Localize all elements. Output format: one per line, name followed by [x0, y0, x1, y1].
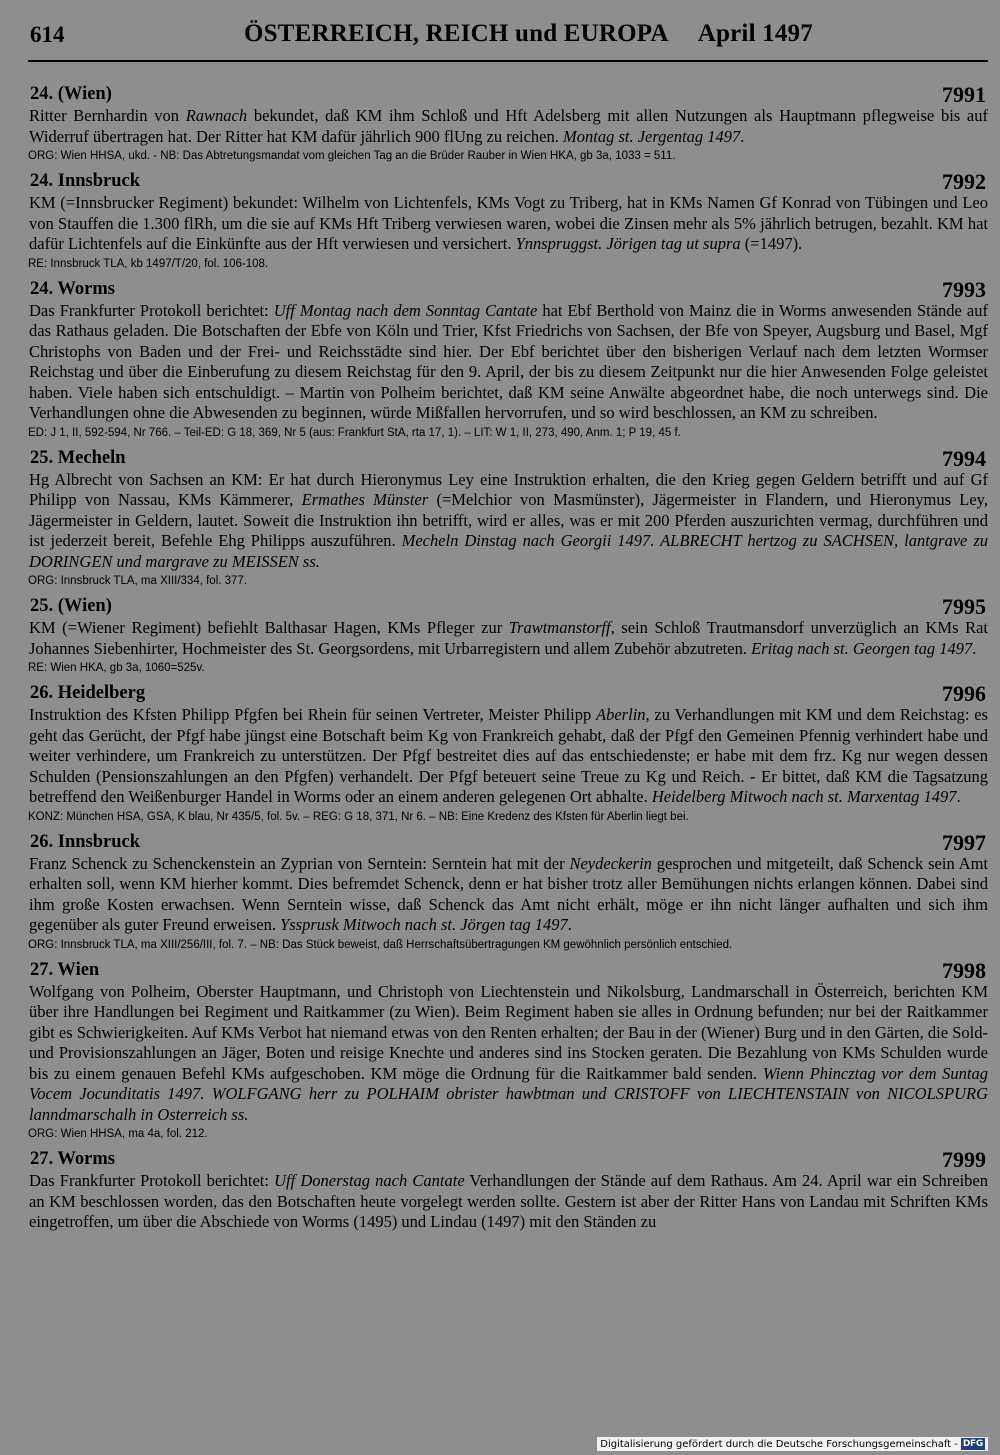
entry-source: ORG: Innsbruck TLA, ma XIII/334, fol. 377.: [28, 575, 248, 587]
running-date: April 1497: [697, 20, 813, 47]
regest-entry: [28, 276, 988, 442]
entry-number: 7995: [942, 594, 986, 619]
entry-number: 7998: [942, 957, 986, 983]
entry-number: 7993: [942, 276, 986, 302]
entry-head: [28, 276, 988, 302]
entry-head: [28, 683, 988, 705]
entry-number: 7997: [942, 829, 986, 855]
entry-text: Hg Albrecht von Sachsen an KM: Er hat durch Hieronymus Ley eine Instruktion erhalten, die den Krieg gegen Geldern betrifft und auf Gf Philipp von Nassau, KMs Kämmerer, Ermathes Münster (=Melchior von Masmünster), Jägermeister in Flandern, und Hieronymus Ley, Jägermeister in Geldern, lautet. Soweit die Instruktion ihn betrifft, wird er alles, was er mit 200 Pferden auszurichten vermag, durchführen und ist jederzeit bereit, Befehle Ehg Philipps auszuführen. Mecheln Dinstag nach Georgii 1497. ALBRECHT hertzog zu SACHSEN, lantgrave zu DORINGEN und margrave zu MEISSEN ss.: [29, 469, 988, 571]
entry-number: 7991: [942, 82, 986, 107]
running-title: [244, 20, 813, 48]
entry-number: 7999: [942, 1147, 986, 1172]
regest-entry: [28, 84, 988, 165]
entry-text: Das Frankfurter Protokoll berichtet: Uff Montag nach dem Sonntag Cantate hat Ebf Berthold von Mainz die in Worms anwesenden Stände auf das Rathaus geladen. Die Botschaften der Ebfe von Köln und Trier, Kfst Friedrichs von Sachsen, der Bfe von Speyer, Augsburg und Basel, Mgf Christophs von Baden und der Frei- und Reichsstädte sind hier. Der Ebf berichtet über den bisherigen Verlauf nach dem letzten Wormser Reichstag und über die Einberufung zu diesem Reichstag für den 9. April, der bis zu diesem Zeitpunkt nur die hier Anwesenden Folge geleistet haben. Viele haben sich entschuldigt. – Martin von Polheim berichtet, daß KM seine Anwälte abgeordnet habe, die noch unterwegs sind. Die Verhandlungen ohne die Abwesenden zu beginnen, würde Mißfallen hervorrufen, und so wird beschlossen, an KM zu schreiben.: [29, 300, 988, 422]
entry-text: Das Frankfurter Protokoll berichtet: Uff Donerstag nach Cantate Verhandlungen der Stände auf dem Rathaus. Am 24. April war ein Schreiben an KM beschlossen worden, das den Botschaften heute vorgelegt werden sollte. Gestern ist aber der Ritter Hans von Landau mit Schriften KMs eingetroffen, um über die Abschiede von Worms (1495) und Lindau (1497) mit den Ständen zu: [29, 1171, 988, 1231]
regest-entry: [28, 445, 988, 591]
entry-date-place: 24. (Wien): [30, 84, 112, 104]
footer-credit: [597, 1437, 988, 1451]
entry-head: [28, 445, 988, 471]
entry-date-place: 26. Innsbruck: [30, 831, 141, 852]
regest-entry: [28, 829, 988, 954]
entry-head: [28, 957, 988, 983]
entry-source: RE: Wien HKA, gb 3a, 1060=525v.: [28, 662, 205, 674]
regest-entry: [28, 596, 988, 677]
regest-entry: [28, 957, 988, 1144]
entry-date-place: 24. Innsbruck: [30, 171, 141, 191]
entry-head: [28, 829, 988, 855]
page-number: 614: [30, 22, 65, 47]
entry-text: KM (=Innsbrucker Regiment) bekundet: Wilhelm von Lichtenfels, KMs Vogt zu Triberg, hat in KMs Namen Gf Konrad von Tübingen und Leo von Stauffen die 1.300 flRh, um die sie auf KMs Hft Triberg verwiesen waren, wobei die Zinsen mehr als 5% jährlich betrugen, bezahlt. KM hat dafür Lichtenfels auf die Einkünfte aus der Hft verwiesen und versichert. Ynnspruggst. Jörigen tag ut supra (=1497).: [29, 193, 988, 253]
entry-head: [28, 596, 988, 618]
document-page: [28, 0, 988, 1239]
entry-date-place: 27. Wien: [30, 959, 100, 980]
regest-entry: [28, 1149, 988, 1233]
entry-source: KONZ: München HSA, GSA, K blau, Nr 435/5, fol. 5v. – REG: G 18, 371, Nr 6. – NB: Eine Kredenz des Kfsten für Aberlin liegt bei.: [28, 810, 689, 823]
entry-date-place: 27. Worms: [30, 1149, 115, 1169]
entry-date-place: 26. Heidelberg: [30, 683, 146, 703]
dfg-logo-icon: DFG: [962, 1439, 983, 1449]
entry-head: [28, 1149, 988, 1171]
entries-list: [28, 84, 988, 1233]
entry-head: [28, 171, 988, 193]
entry-date-place: 25. (Wien): [30, 596, 112, 616]
entry-number: 7996: [942, 681, 986, 706]
entry-source: ORG: Innsbruck TLA, ma XIII/256/III, fol. 7. – NB: Das Stück beweist, daß Herrschaftsübertragungen KM gewöhnlich persönlich entschied.: [28, 938, 733, 951]
entry-source: ORG: Wien HHSA, ukd. - NB: Das Abtretungsmandat vom gleichen Tag an die Brüder Rauber in Wien HKA, gb 3a, 1033 = 511.: [28, 150, 676, 162]
entry-head: [28, 84, 988, 106]
entry-text: KM (=Wiener Regiment) befiehlt Balthasar Hagen, KMs Pfleger zur Trawtmanstorff, sein Schloß Trautmansdorf unverzüglich an KMs Rat Johannes Siebenhirter, Hochmeister des St. Georgsordens, mit Urbarregistern und allem Zubehör abzutreten. Eritag nach st. Georgen tag 1497.: [29, 618, 988, 658]
entry-date-place: 24. Worms: [30, 278, 115, 299]
entry-text: Wolfgang von Polheim, Oberster Hauptmann, und Christoph von Liechtenstein und Nikolsburg, Landmarschall in Österreich, berichten KM über ihre Handlungen bei Regiment und Raitkammer (zu Wien). Beim Regiment haben sie alles in Ordnung befunden; nur bei der Raitkammer gibt es Schwierigkeiten. Auf KMs Verbot hat niemand etwas von den Renten erhalten; der Bau in der (Wiener) Burg und in den Gärten, die Sold- und Provisionszahlungen an Jäger, Boten und reisige Knechte und anderes sind ins Stocken geraten. Die Bezahlung von KMs Schulden wurde bis zu einem genauen Befehl KMs aufgeschoben. KM möge die Ordnung für die Raitkammer bald senden. Wienn Phincztag vor dem Suntag Vocem Jocunditatis 1497. WOLFGANG herr zu POLHAIM obrister hawbtman und CRISTOFF von LIECHTENSTAIN von NICOLSPURG lanndmarschalh in Osterreich ss.: [29, 981, 988, 1124]
entry-number: 7992: [942, 169, 986, 194]
entry-text: Ritter Bernhardin von Rawnach bekundet, daß KM ihm Schloß und Hft Adelsberg mit allen Nutzungen als Hauptmann pflegweise bis auf Widerruf übertragen hat. Der Ritter hat KM dafür jährlich 900 flUng zu reichen. Montag st. Jergentag 1497.: [29, 106, 988, 146]
entry-text: Franz Schenck zu Schenckenstein an Zyprian von Serntein: Serntein hat mit der Neydeckerin gesprochen und mitgeteilt, daß Schenck sein Amt erhalten soll, wenn KM hierher kommt. Dies befremdet Schenck, denn er hat bisher trotz aller Bemühungen nichts erlangen können. Dabei sind ihm große Kosten erwachsen. Wenn Serntein wisse, daß Schenck das Amt nicht erhält, möge er ihn nicht länger aufhalten und sich ihm gegenüber als guter Freund erweisen. Yssprusk Mitwoch nach st. Jörgen tag 1497.: [29, 853, 988, 934]
entry-text: Instruktion des Kfsten Philipp Pfgfen bei Rhein für seinen Vertreter, Meister Philipp Aberlin, zu Verhandlungen mit KM und dem Reichstag: es geht das Gerücht, der Pfgf habe jüngst eine Botschaft beim Kg von Frankreich gehabt, daß der Pfgf den Gemeinen Pfennig verhindert habe und weiter verhindere, um Frankreich zu unterstützen. Der Pfgf bestreitet dies auf das entschiedenste; er habe mit dem frz. Kg nur wegen dessen Schulden (Pensionszahlungen an den Pfgfen) verhandelt. Der Pfgf beteuert seine Treue zu Kg und Reich. - Er bittet, daß KM die Tagsatzung betreffend den Weißenburger Handel in Worms oder an einem anderen gelegenen Ort abhalte. Heidelberg Mitwoch nach st. Marxentag 1497.: [29, 705, 988, 806]
regest-entry: [28, 171, 988, 273]
entry-source: ORG: Wien HHSA, ma 4a, fol. 212.: [28, 1128, 208, 1140]
entry-source: RE: Innsbruck TLA, kb 1497/T/20, fol. 106-108.: [28, 257, 269, 270]
entry-date-place: 25. Mecheln: [30, 447, 126, 468]
regest-entry: [28, 683, 988, 826]
page-header: [28, 8, 988, 62]
entry-number: 7994: [942, 445, 986, 471]
entry-source: ED: J 1, II, 592-594, Nr 766. – Teil-ED: G 18, 369, Nr 5 (aus: Frankfurt StA, rta 17, 1). – LIT: W 1, II, 273, 490, Anm. 1; P 19, 45 f.: [28, 426, 681, 439]
running-title-text: ÖSTERREICH, REICH und EUROPA: [244, 20, 668, 47]
footer-text: Digitalisierung gefördert durch die Deutsche Forschungsgemeinschaft -: [600, 1438, 958, 1450]
